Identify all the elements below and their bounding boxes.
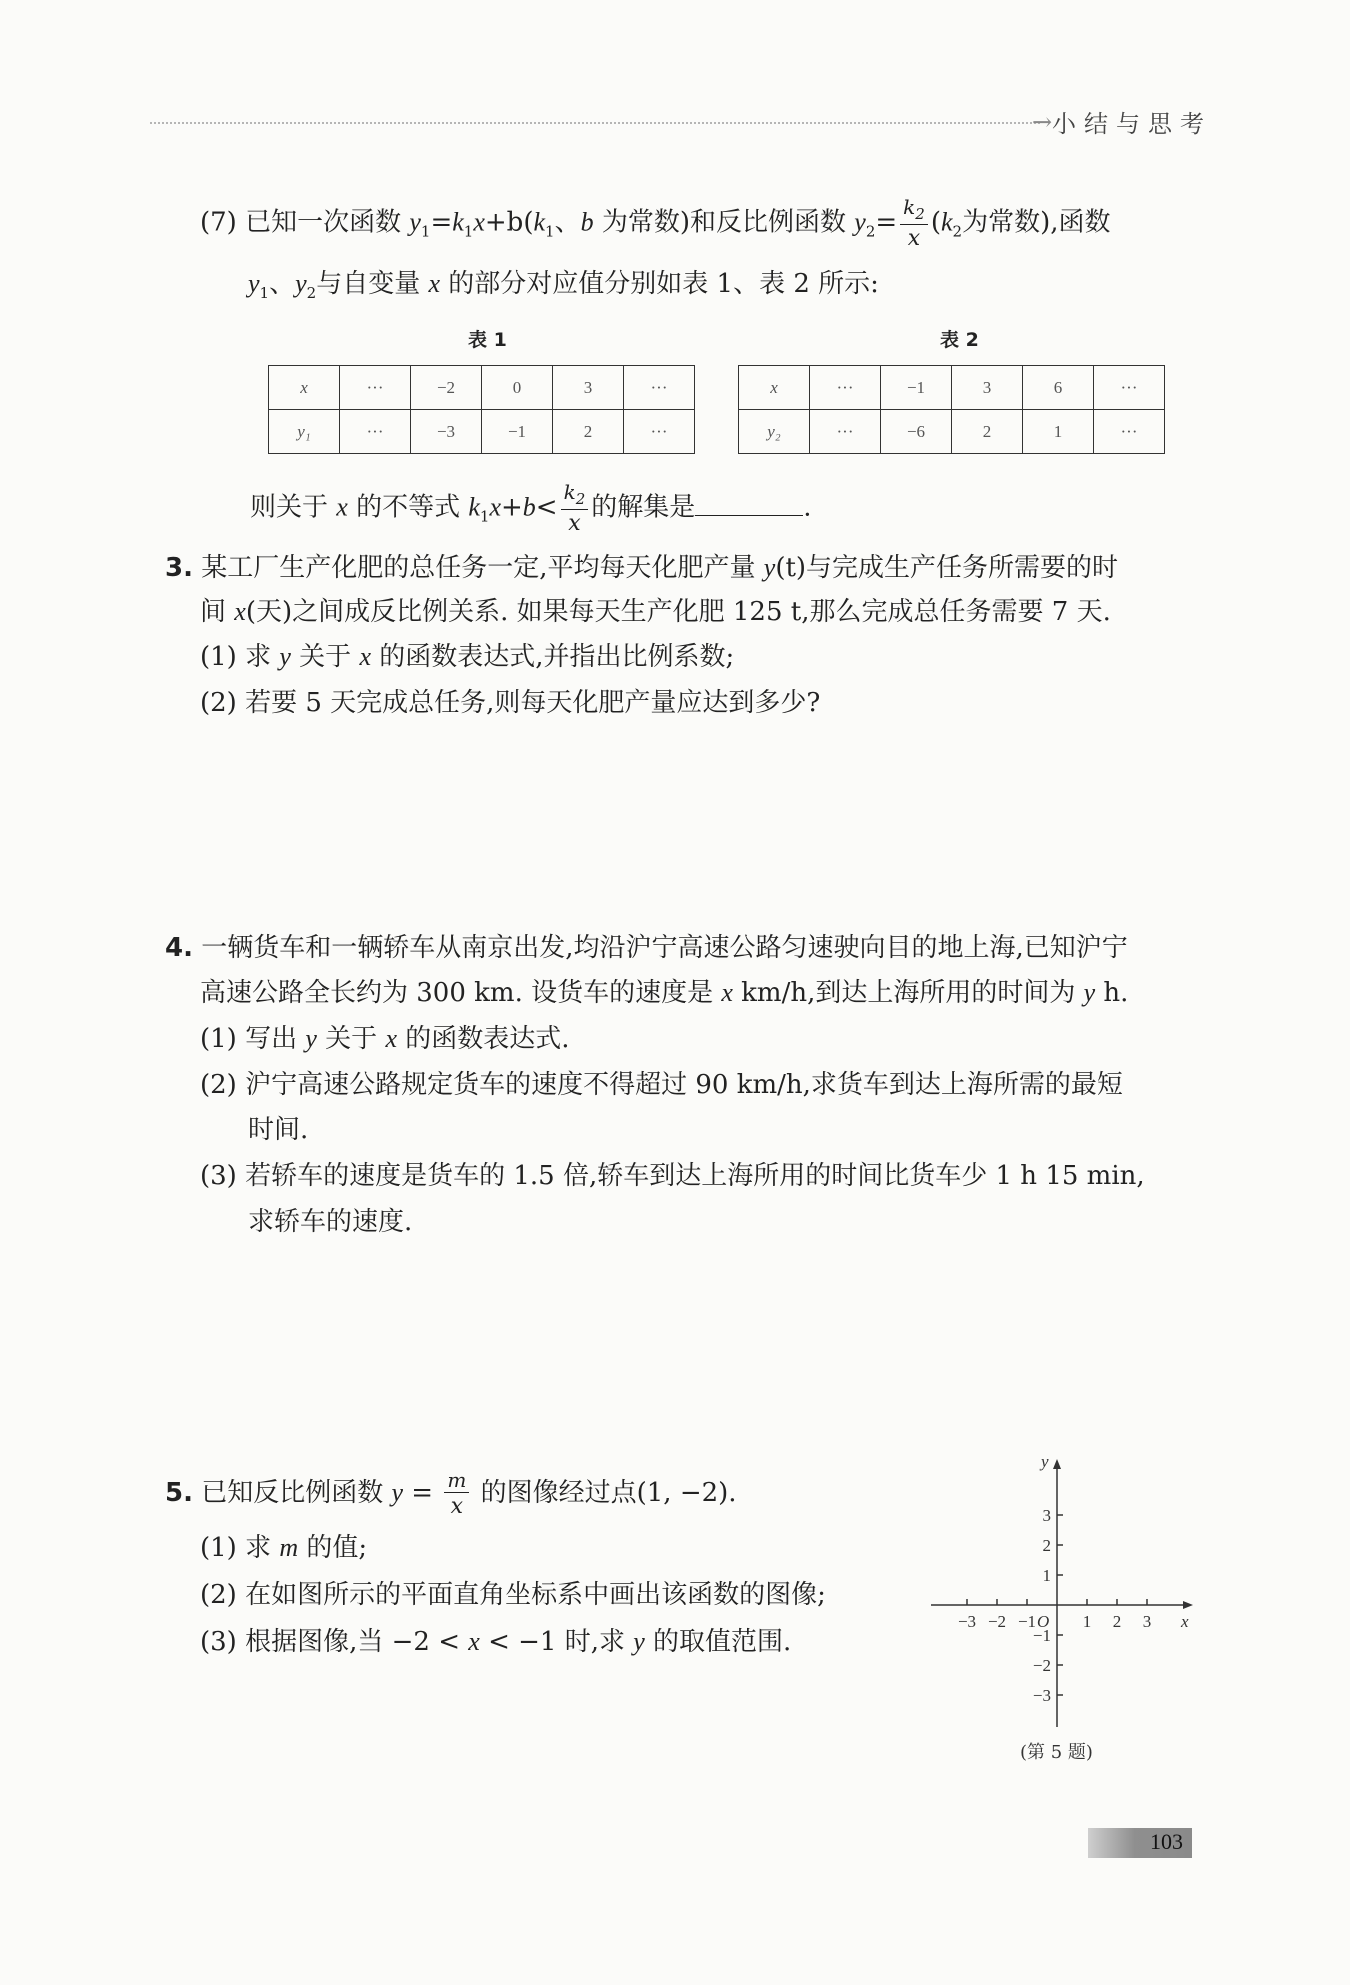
q2-7-line-2: $y_1$、$y_2$与自变量 x 的部分对应值分别如表 1、表 2 所示: <box>248 269 879 303</box>
table-cell: ··· <box>624 410 695 454</box>
table-cell: −3 <box>411 410 482 454</box>
table-cell: ··· <box>810 410 881 454</box>
q5-line-1: 5. 已知反比例函数 y = $\frac{m}{x}$ 的图像经过点(1, −2). <box>165 1468 737 1519</box>
table-1-caption: 表 1 <box>468 329 507 351</box>
y-tick-label: 1 <box>1042 1566 1051 1585</box>
table-cell: 2 <box>553 410 624 454</box>
table-cell: x <box>269 366 340 410</box>
table-cell: 3 <box>952 366 1023 410</box>
y-axis-arrow-icon <box>1053 1459 1061 1469</box>
fraction-k2-over-x: $\frac{k_2}{x}$ <box>900 197 928 250</box>
table-row <box>269 366 695 410</box>
table-cell: x <box>739 366 810 410</box>
table-cell: ··· <box>1094 366 1165 410</box>
table-cell: 0 <box>482 366 553 410</box>
table-cell: −1 <box>881 366 952 410</box>
table-row <box>739 410 1165 454</box>
x-tick-label: 2 <box>1112 1612 1122 1631</box>
question-number: 3. <box>165 553 193 583</box>
answer-blank[interactable] <box>695 487 803 516</box>
table-cell: 6 <box>1023 366 1094 410</box>
y-tick-label: −2 <box>1032 1656 1051 1675</box>
q3-part-2: (2) 若要 5 天完成总任务,则每天化肥产量应达到多少? <box>200 688 821 718</box>
q4-part-2-line-2: 时间. <box>248 1115 309 1145</box>
x-tick-label: −2 <box>987 1612 1007 1631</box>
table-cell: y₁ <box>269 410 340 454</box>
table-cell: 3 <box>553 366 624 410</box>
q3-line-2: 间 x(天)之间成反比例关系. 如果每天生产化肥 125 t,那么完成总任务需要 7 天. <box>200 597 1111 627</box>
x-tick-label: −3 <box>957 1612 977 1631</box>
question-number: 5. <box>165 1478 193 1508</box>
y-tick-label: −3 <box>1032 1686 1051 1705</box>
q5-part-2: (2) 在如图所示的平面直角坐标系中画出该函数的图像; <box>200 1580 826 1610</box>
q4-line-2: 高速公路全长约为 300 km. 设货车的速度是 x km/h,到达上海所用的时间为 y h. <box>200 978 1129 1008</box>
q5-part-3: (3) 根据图像,当 −2 < x < −1 时,求 y 的取值范围. <box>200 1627 792 1657</box>
table-cell: ··· <box>340 410 411 454</box>
q5-part-1: (1) 求 m 的值; <box>200 1533 368 1563</box>
x-tick-label: 3 <box>1142 1612 1152 1631</box>
table-2-caption: 表 2 <box>940 329 979 351</box>
fraction-m-over-x: $\frac{m}{x}$ <box>444 1470 469 1518</box>
q4-part-1: (1) 写出 y 关于 x 的函数表达式. <box>200 1024 570 1054</box>
table-cell: ··· <box>340 366 411 410</box>
table-cell: −2 <box>411 366 482 410</box>
origin-label: O <box>1037 1612 1050 1631</box>
y-tick-label: −1 <box>1032 1626 1051 1645</box>
table-row <box>739 366 1165 410</box>
q4-part-2-line-1: (2) 沪宁高速公路规定货车的速度不得超过 90 km/h,求货车到达上海所需的最短 <box>200 1070 1123 1100</box>
arrow-icon: → <box>1032 108 1053 136</box>
y-axis-label: y <box>1041 1452 1049 1471</box>
q2-7-line-3: 则关于 x 的不等式 $k_1x+b<$ $\frac{k_2}{x}$ 的解集是 . <box>250 480 812 536</box>
table-cell: 2 <box>952 410 1023 454</box>
table-1 <box>268 365 695 454</box>
page-number: 103 <box>1150 1829 1183 1854</box>
table-2 <box>738 365 1165 454</box>
table-cell: 1 <box>1023 410 1094 454</box>
table-cell: ··· <box>624 366 695 410</box>
q2-7-line-1: (7) 已知一次函数 $y_1=k_1x+b(k_1$、b 为常数)和反比例函数 $y_2=$ $\frac{k_2}{x}$ ($k_2$为常数),函数 <box>200 195 1111 251</box>
x-tick-label: −1 <box>1017 1612 1037 1631</box>
q4-part-3-line-2: 求轿车的速度. <box>248 1207 413 1237</box>
q3-part-1: (1) 求 y 关于 x 的函数表达式,并指出比例系数; <box>200 642 735 672</box>
table-row <box>269 410 695 454</box>
coordinate-plane[interactable] <box>925 1445 1205 1735</box>
figure-caption: (第 5 题) <box>1020 1742 1093 1763</box>
y-tick-label: 3 <box>1042 1506 1051 1525</box>
table-cell: −6 <box>881 410 952 454</box>
y-tick-label: 2 <box>1042 1536 1051 1555</box>
question-number: 4. <box>165 933 193 963</box>
table-cell: y₂ <box>739 410 810 454</box>
table-cell: ··· <box>1094 410 1165 454</box>
fraction-k2-over-x: $\frac{k_2}{x}$ <box>561 482 589 535</box>
x-axis-label: x <box>1181 1612 1189 1631</box>
x-axis-arrow-icon <box>1183 1601 1193 1609</box>
table-cell: ··· <box>810 366 881 410</box>
q4-part-3-line-1: (3) 若轿车的速度是货车的 1.5 倍,轿车到达上海所用的时间比货车少 1 h 15 min, <box>200 1161 1145 1191</box>
section-title: 小结与思考 <box>1052 110 1212 138</box>
table-cell: −1 <box>482 410 553 454</box>
x-tick-label: 1 <box>1082 1612 1092 1631</box>
q4-line-1: 4. 一辆货车和一辆轿车从南京出发,均沿沪宁高速公路匀速驶向目的地上海,已知沪宁 <box>165 933 1128 963</box>
q3-line-1: 3. 某工厂生产化肥的总任务一定,平均每天化肥产量 y(t)与完成生产任务所需要的时 <box>165 553 1119 583</box>
header-rule <box>150 122 1040 124</box>
